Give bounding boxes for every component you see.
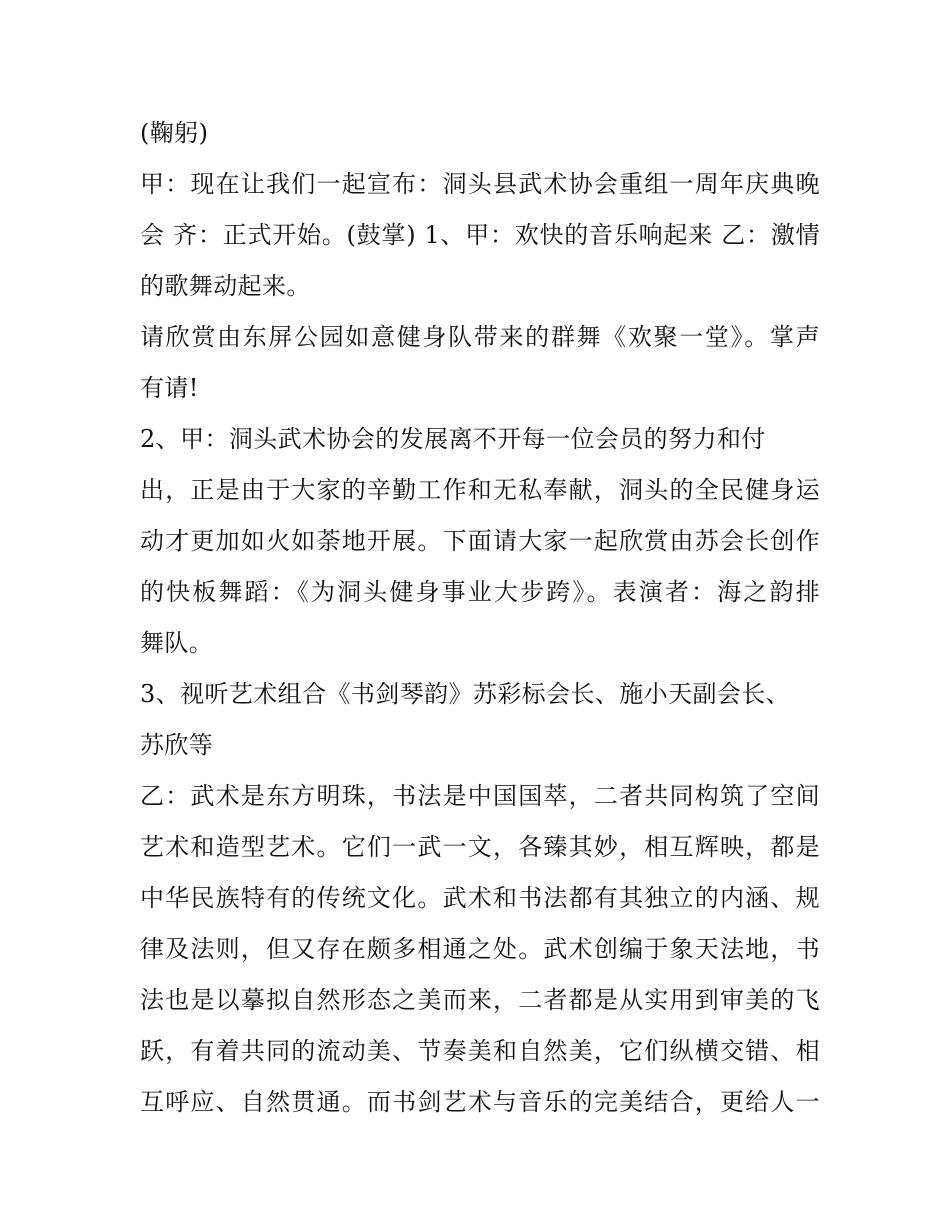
text-line: 2、甲：洞头武术协会的发展离不开每一位会员的努力和付 xyxy=(140,425,766,453)
text-line: 律及法则，但又存在颇多相通之处。武术创编于象天法地，书 xyxy=(140,935,820,963)
text-line-bow: (鞠躬) xyxy=(140,119,209,147)
text-line: 苏欣等 xyxy=(140,731,214,759)
text-line: 的快板舞蹈：《为洞头健身事业大步跨》。表演者：海之韵排 xyxy=(140,578,820,606)
text-line: 甲：现在让我们一起宣布：洞头县武术协会重组一周年庆典晚 xyxy=(140,170,820,198)
text-line: 跃，有着共同的流动美、节奏美和自然美，它们纵横交错、相 xyxy=(140,1037,820,1065)
text-line: 有请! xyxy=(140,374,199,402)
text-line: 出，正是由于大家的辛勤工作和无私奉献，洞头的全民健身运 xyxy=(140,476,820,504)
text-line: 舞队。 xyxy=(140,629,214,657)
text-line: 的歌舞动起来。 xyxy=(140,272,311,300)
text-line: 动才更加如火如荼地开展。下面请大家一起欣赏由苏会长创作 xyxy=(140,527,820,555)
text-line: 乙：武术是东方明珠，书法是中国国萃，二者共同构筑了空间 xyxy=(140,782,820,810)
text-line: 互呼应、自然贯通。而书剑艺术与音乐的完美结合，更给人一 xyxy=(140,1088,820,1116)
text-line: 会 齐：正式开始。(鼓掌) 1、甲：欢快的音乐响起来 乙：激情 xyxy=(140,221,820,249)
text-line: 3、视听艺术组合《书剑琴韵》苏彩标会长、施小天副会长、 xyxy=(140,680,791,708)
text-line: 中华民族特有的传统文化。武术和书法都有其独立的内涵、规 xyxy=(140,884,820,912)
text-line: 请欣赏由东屏公园如意健身队带来的群舞《欢聚一堂》。掌声 xyxy=(140,323,820,351)
document-body xyxy=(140,108,820,1128)
text-line: 法也是以摹拟自然形态之美而来，二者都是从实用到审美的飞 xyxy=(140,986,820,1014)
text-line: 艺术和造型艺术。它们一武一文，各臻其妙，相互辉映，都是 xyxy=(140,833,820,861)
